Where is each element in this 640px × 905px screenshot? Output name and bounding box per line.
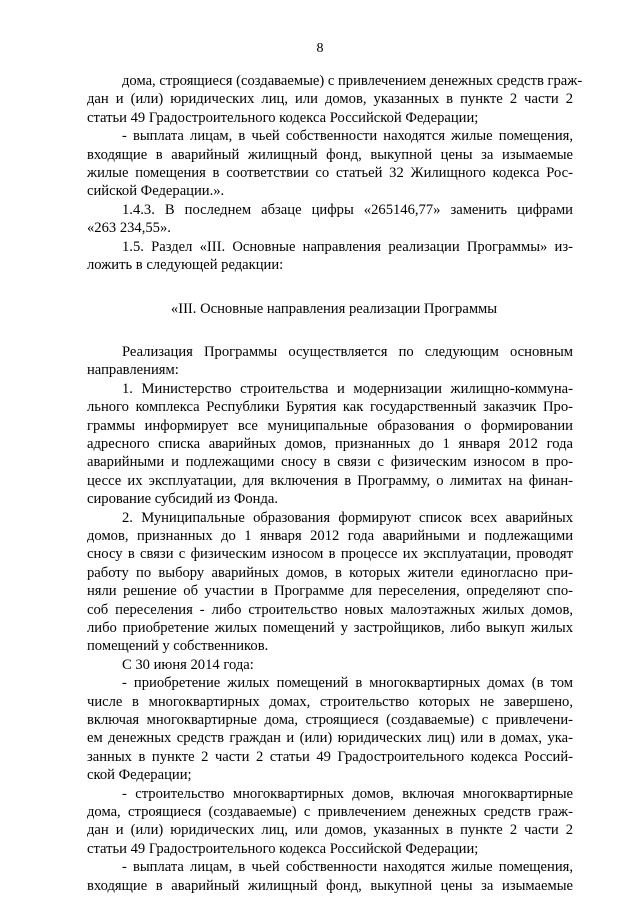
text-line: числе в многоквартирных домах, строительство которых не завершено, (87, 693, 573, 710)
paragraph (87, 72, 583, 127)
paragraph (87, 343, 573, 380)
text-line: - выплата лицам, в чьей собственности находятся жилые помещения, (122, 128, 573, 145)
text-line: - выплата лицам, в чьей собственности находятся жилые помещения, (122, 859, 573, 876)
paragraph (87, 201, 573, 238)
text-line: либо приобретение жилых помещений у застройщиков, либо выкуп жилых (87, 619, 573, 636)
text-line: статьи 49 Градостроительного кодекса Российской Федерации; (87, 109, 479, 126)
page-number: 8 (316, 41, 324, 56)
spacer (87, 274, 573, 300)
text-line: 1. Министерство строительства и модернизации жилищно-коммуна- (122, 380, 573, 397)
text-line: цессе их эксплуатации, для включения в Программу, о лимитах на финан- (87, 472, 573, 489)
text-line: входящие в аварийный жилищный фонд, выкупной цены за изымаемые (87, 877, 573, 894)
text-line: граммы информирует все муниципальные образования о формировании (87, 417, 573, 434)
text-line: включая многоквартирные дома, строящиеся (создаваемые) с привлечени- (87, 712, 573, 728)
text-line: дома, строящиеся (создаваемые) с привлечением денежных средств граж- (87, 804, 573, 821)
text-line: сирование субсидий из Фонда. (87, 491, 279, 508)
paragraph (87, 656, 573, 674)
paragraph (87, 674, 573, 784)
text-line: сносу в связи с физическим износом в процессе их эксплуатации, проводят (87, 546, 573, 563)
text-line: сийской Федерации.». (87, 183, 225, 200)
text-line: дан и (или) юридических лиц, или домов, указанных в пункте 2 части 2 (87, 822, 573, 839)
text-line: ем денежных средств граждан и (или) юридических лиц) или в домах, ука- (87, 730, 573, 747)
text-line: работу по выбору аварийных домов, в которых жители единогласно при- (87, 564, 573, 581)
text-line: аварийными и подлежащими сносу в связи с физическим износом в про- (87, 454, 573, 471)
text-line: «263 234,55». (87, 220, 171, 237)
paragraph (87, 858, 573, 895)
text-line: ложить в следующей редакции: (87, 257, 284, 274)
spacer (87, 319, 573, 343)
text-line: входящие в аварийный жилищный фонд, выкупной цены за изымаемые (87, 146, 573, 163)
text-line: занных в пункте 2 части 2 статьи 49 Градостроительного кодекса Россий- (87, 748, 573, 765)
text-line: домов, признанных до 1 января 2012 года аварийными и подлежащими (87, 527, 573, 544)
text-line: Реализация Программы осуществляется по следующим основным (122, 343, 573, 360)
section-heading: «III. Основные направления реализации Программы (170, 301, 498, 318)
document-body (87, 72, 583, 895)
text-line: дан и (или) юридических лиц, или домов, указанных в пункте 2 части 2 (87, 91, 573, 108)
text-line: ской Федерации; (87, 767, 192, 784)
paragraph (87, 785, 573, 859)
text-line: жилые помещения в соответствии со статьей 32 Жилищного кодекса Рос- (87, 165, 573, 182)
text-line: - строительство многоквартирных домов, включая многоквартирные (122, 785, 573, 802)
text-line: 1.5. Раздел «III. Основные направления реализации Программы» из- (122, 238, 573, 255)
text-line: соб переселения - либо строительство новых малоэтажных жилых домов, (87, 601, 573, 618)
text-line: С 30 июня 2014 года: (122, 656, 254, 673)
text-line: - приобретение жилых помещений в многоквартирных домах (в том (122, 675, 573, 692)
paragraph (87, 380, 573, 509)
text-line: дома, строящиеся (создаваемые) с привлечением денежных средств граж- (122, 73, 583, 89)
text-line: направлениям: (87, 362, 179, 379)
paragraph (87, 238, 573, 275)
text-line: адресного списка аварийных домов, признанных до 1 января 2012 года (87, 435, 573, 452)
text-line: помещений у собственников. (87, 638, 269, 655)
paragraph (87, 127, 573, 201)
paragraph (87, 509, 573, 656)
text-line: няли решение об участии в Программе для переселения, определяют спо- (87, 583, 573, 600)
text-line: 2. Муниципальные образования формируют список всех аварийных (122, 509, 573, 526)
text-line: 1.4.3. В последнем абзаце цифры «265146,77» заменить цифрами (122, 201, 573, 218)
text-line: статьи 49 Градостроительного кодекса Российской Федерации; (87, 840, 479, 857)
text-line: льного комплекса Республики Бурятия как государственный заказчик Про- (87, 399, 573, 416)
